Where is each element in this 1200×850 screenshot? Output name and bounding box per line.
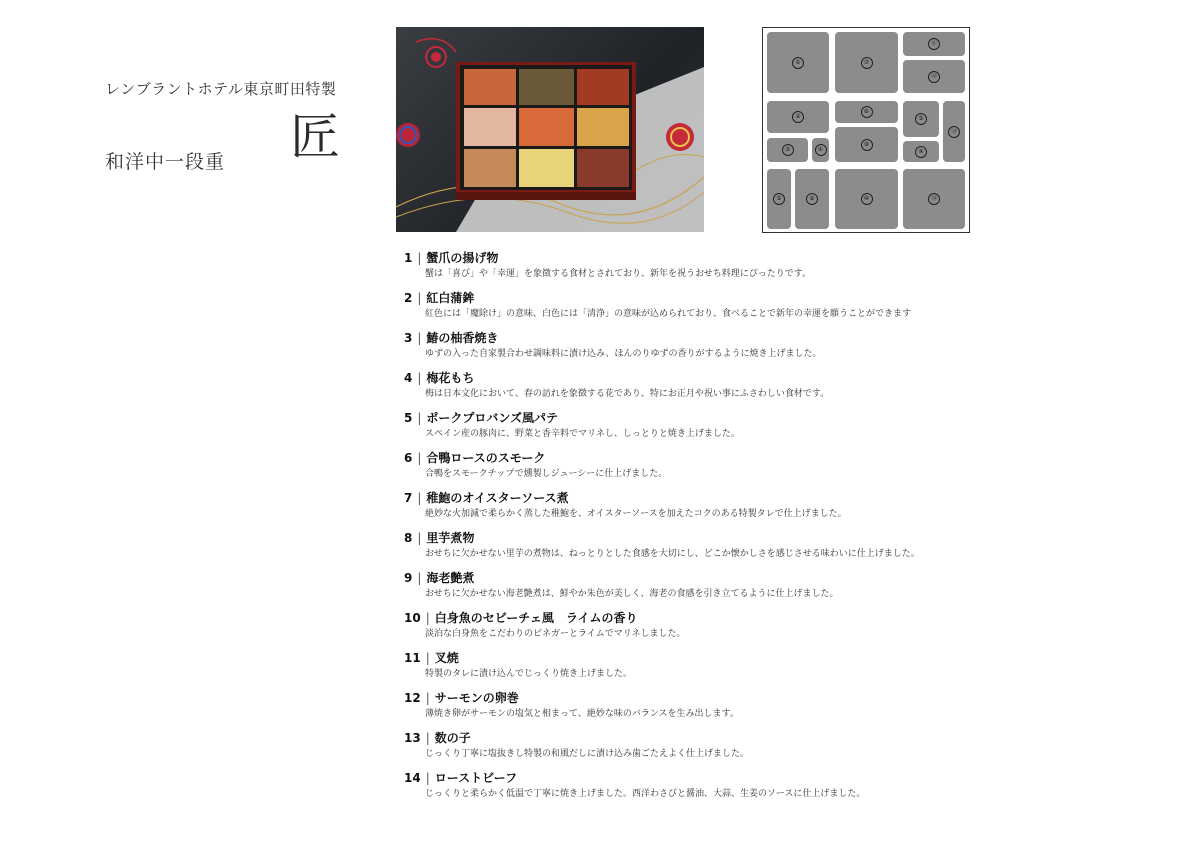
item-description: 淡泊な白身魚をこだわりのビネガーとライムでマリネしました。 [425,629,686,639]
layout-cell [903,32,965,56]
layout-cell [835,101,898,123]
item-number: 4 [404,371,413,385]
cell-number: ⑭ [928,193,940,205]
cell-number: ⑪ [928,38,940,50]
menu-item [404,370,1184,410]
item-title: 叉焼 [434,651,459,665]
layout-cell [835,32,898,93]
layout-cell [767,32,829,93]
layout-cell [767,101,829,133]
item-description: スペイン産の豚肉に、野菜と香辛料でマリネし、しっとりと焼き上げました。 [425,429,740,439]
item-separator: | [417,491,422,505]
item-number: 12 [404,691,421,705]
item-title: 鰆の柚香焼き [426,331,499,345]
menu-item [404,770,1184,810]
cell-number: ⑨ [861,139,873,151]
item-description: おせちに欠かせない海老艶煮は、鮮やか朱色が美しく、海老の食感を引き立てるように仕上げました。 [425,589,839,599]
osechi-photo [396,27,704,232]
item-description: じっくり丁寧に塩抜きし特製の和風だしに漬け込み歯ごたえよく仕上げました。 [425,749,750,759]
item-number: 5 [404,411,413,425]
item-separator: | [425,691,430,705]
layout-cell [767,169,791,229]
cell-number: ⑩ [861,193,873,205]
osechi-photo-illustration [396,27,704,232]
menu-item [404,450,1184,490]
item-separator: | [417,251,422,265]
item-description: 蟹は「喜び」や「幸運」を象徴する食材とされており、新年を祝うおせち料理にぴったりです。 [425,269,812,279]
item-separator: | [417,291,422,305]
layout-cell [903,101,939,137]
item-title: ポークプロバンズ風パテ [426,411,559,425]
layout-cell [795,169,829,229]
item-number: 6 [404,451,413,465]
item-description: 絶妙な火加減で柔らかく蒸した稚鮑を、オイスターソースを加えたコクのある特製タレで仕上げました。 [425,509,847,519]
menu-item [404,690,1184,730]
item-title: ローストビーフ [434,771,518,785]
layout-cell [835,169,898,229]
menu-item [404,730,1184,770]
menu-item [404,330,1184,370]
item-title: 里芋煮物 [426,531,475,545]
cell-number: ⑧ [861,106,873,118]
layout-cell [767,138,808,162]
item-title: サーモンの卵巻 [434,691,519,705]
item-description: 梅は日本文化において、春の訪れを象徴する花であり、特にお正月や祝い事にふさわしい食材です。 [425,389,830,399]
item-separator: | [425,771,430,785]
item-separator: | [425,651,430,665]
item-number: 13 [404,731,421,745]
item-description: 合鴨をスモークチップで燻製しジューシーに仕上げました。 [425,469,668,479]
item-title: 合鴨ロースのスモーク [426,451,546,465]
menu-item [404,650,1184,690]
item-separator: | [417,451,422,465]
menu-item [404,610,1184,650]
menu-item [404,490,1184,530]
menu-item [404,250,1184,290]
item-number: 2 [404,291,413,305]
item-title: 蟹爪の揚げ物 [426,251,499,265]
cell-number: ③ [782,144,794,156]
item-separator: | [417,411,422,425]
item-description: おせちに欠かせない里芋の煮物は、ねっとりとした食感を大切にし、どこか懐かしさを感じさせる味わいに仕上げました。 [425,549,920,559]
item-description: ゆずの入った自家製合わせ調味料に漬け込み、ほんのりゆずの香りがするように焼き上げました。 [425,349,822,359]
item-number: 11 [404,651,421,665]
box-layout-diagram [762,27,970,233]
item-separator: | [417,371,422,385]
item-description: じっくりと柔らかく低温で丁寧に焼き上げました。西洋わさびと醤油、大蒜、生姜のソースに仕上げました。 [425,789,866,799]
item-separator: | [417,331,422,345]
item-title: 海老艶煮 [426,571,475,585]
cell-number: ③ [915,113,927,125]
cell-number: ⑥ [806,193,818,205]
cell-number: ① [792,57,804,69]
item-description: 紅色には「魔除け」の意味、白色には「清浄」の意味が込められており、食べることで新年の幸運を願うことができます [425,309,912,319]
item-number: 3 [404,331,413,345]
layout-cell [943,101,965,162]
layout-cell [812,138,829,162]
menu-item [404,570,1184,610]
cell-number: ② [792,111,804,123]
hotel-name: レンブラントホテル東京町田特製 [105,80,337,98]
item-number: 10 [404,611,421,625]
layout-cell [903,60,965,93]
item-number: 9 [404,571,413,585]
item-separator: | [425,611,430,625]
layout-cell [835,127,898,162]
item-title: 稚鮑のオイスターソース煮 [426,491,569,505]
item-title: 数の子 [434,731,471,745]
item-title: 紅白蒲鉾 [426,291,475,305]
menu-item [404,530,1184,570]
layout-cell [903,141,939,162]
cell-number: ④ [815,144,827,156]
cell-number: ④ [915,146,927,158]
product-name: 和洋中一段重 [105,151,226,173]
menu-item [404,290,1184,330]
menu-list [404,250,1184,810]
cell-number: ⑤ [773,193,785,205]
item-description: 特製のタレに漬け込んでじっくり焼き上げました。 [425,669,633,679]
product-title: 匠 [290,108,340,166]
cell-number: ⑬ [948,126,960,138]
item-title: 梅花もち [426,371,475,385]
cell-number: ⑫ [928,71,940,83]
cell-number: ⑦ [861,57,873,69]
layout-cell [903,169,965,229]
item-separator: | [417,531,422,545]
item-title: 白身魚のセビーチェ風 ライムの香り [434,611,638,625]
item-separator: | [425,731,430,745]
item-number: 8 [404,531,413,545]
item-number: 7 [404,491,413,505]
menu-item [404,410,1184,450]
item-number: 14 [404,771,421,785]
item-description: 薄焼き卵がサーモンの塩気と相まって、絶妙な味のバランスを生み出します。 [425,709,739,719]
item-number: 1 [404,251,413,265]
item-separator: | [417,571,422,585]
